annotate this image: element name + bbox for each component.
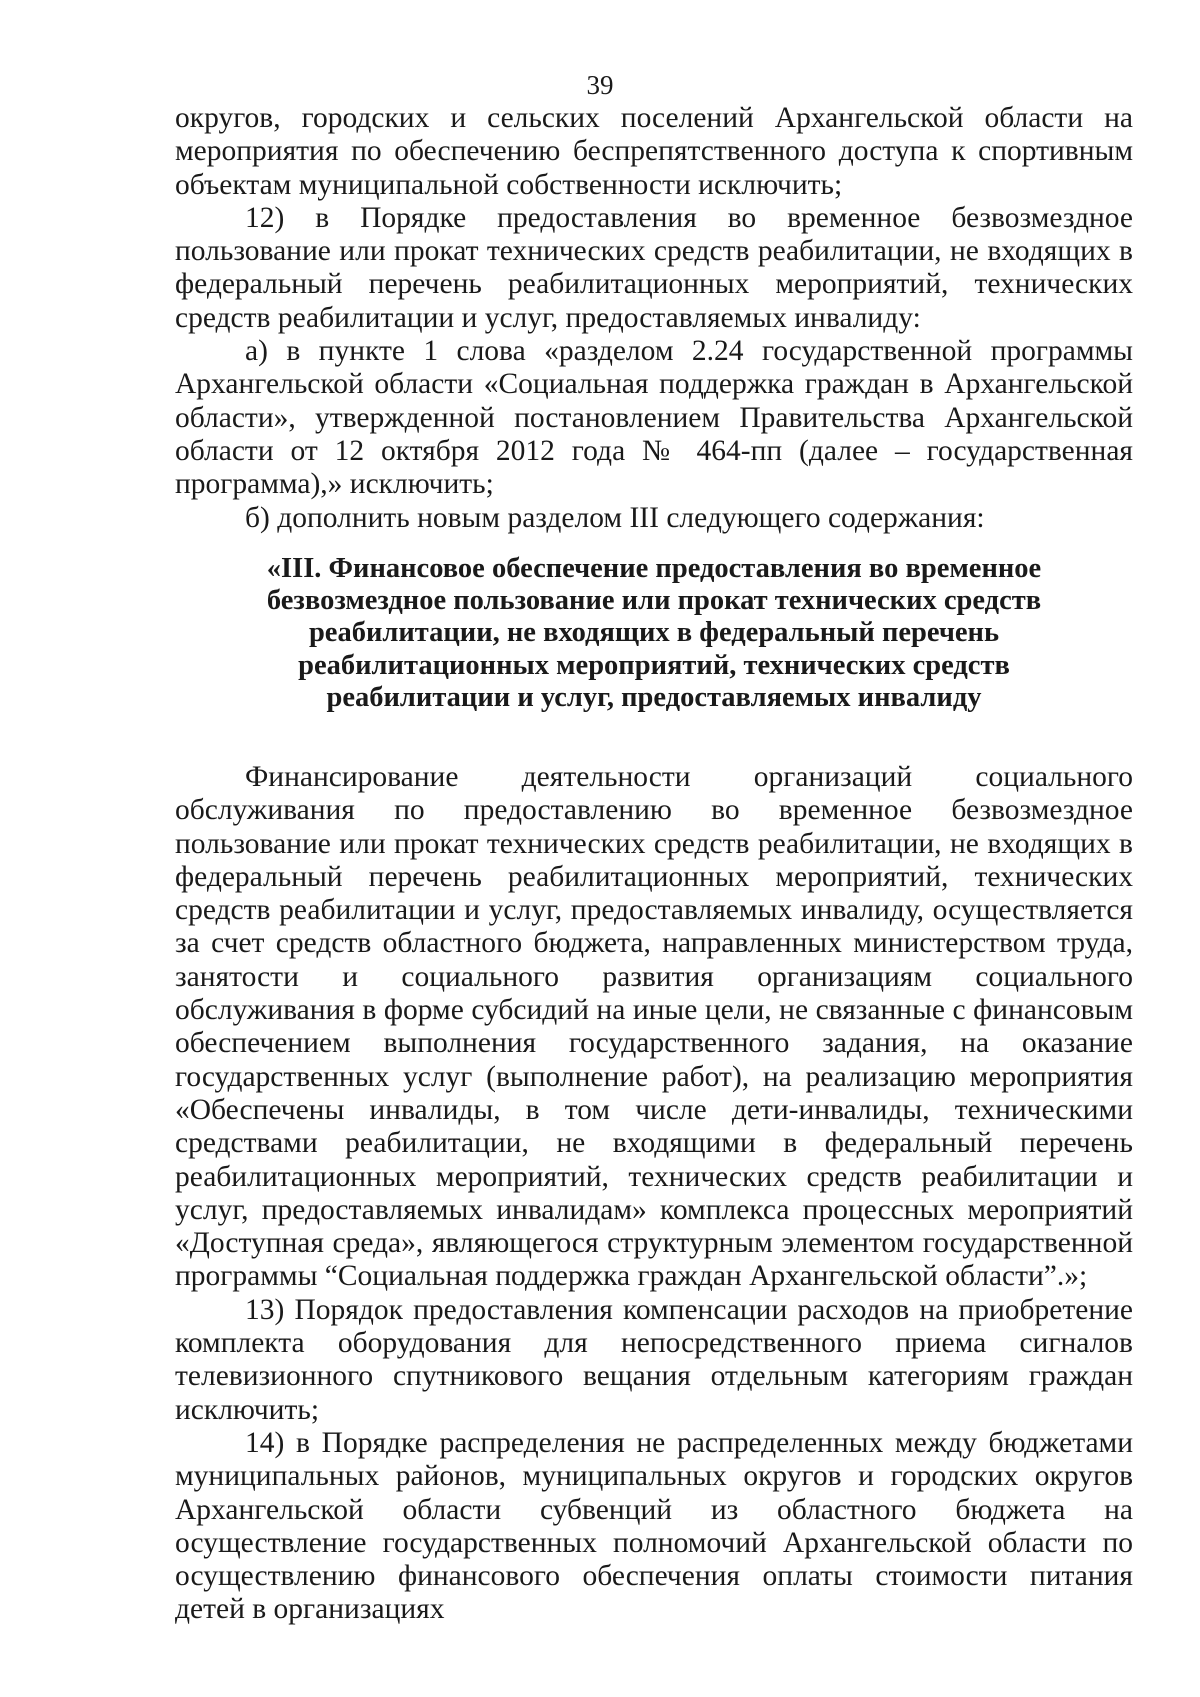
paragraph-subitem-a: а) в пункте 1 слова «разделом 2.24 государственной программы Архангельской области «Социальная поддержка граждан в Архангельской области», утвержденной постановлением Правительства Архангельской области от 12 октября 2012 года № 464-пп (далее – государственная программа),» исключить; bbox=[175, 335, 1133, 501]
section-heading-line: «III. Финансовое обеспечение предоставления во временное bbox=[266, 553, 1042, 584]
paragraph-subitem-b: б) дополнить новым разделом III следующего содержания: bbox=[245, 501, 985, 534]
section-heading-line: реабилитационных мероприятий, технических средств bbox=[298, 649, 1010, 681]
body-text-top bbox=[175, 102, 1133, 535]
section-heading bbox=[175, 553, 1133, 714]
paragraph-item-12: 12) в Порядке предоставления во временное безвозмездное пользование или прокат технических средств реабилитации, не входящих в федеральный перечень реабилитационных мероприятий, технических средств реабилитации и услуг, предоставляемых инвалиду: bbox=[175, 201, 1133, 334]
body-text-bottom bbox=[175, 761, 1133, 1627]
page-number: 39 bbox=[586, 70, 614, 100]
paragraph-item-13: 13) Порядок предоставления компенсации расходов на приобретение комплекта оборудования для непосредственного приема сигналов телевизионного спутникового вещания отдельным категориям граждан исключить; bbox=[175, 1293, 1133, 1426]
section-heading-line: безвозмездное пользование или прокат технических средств bbox=[266, 585, 1042, 617]
paragraph-item-14: 14) в Порядке распределения не распределенных между бюджетами муниципальных районов, муниципальных округов и городских округов Архангельской области субвенций из областного бюджета на осуществление государственных полномочий Архангельской области по осуществлению финансового обеспечения оплаты стоимости питания детей в организациях bbox=[175, 1426, 1133, 1626]
section-heading-line: реабилитации, не входящих в федеральный перечень bbox=[308, 617, 1000, 649]
section-heading-line: реабилитации и услуг, предоставляемых инвалиду bbox=[326, 681, 982, 713]
paragraph-municipal-districts: округов, городских и сельских поселений Архангельской области на мероприятия по обеспечению беспрепятственного доступа к спортивным объектам муниципальной собственности исключить; bbox=[175, 102, 1133, 201]
paragraph-financing: Финансирование деятельности организаций социального обслуживания по предоставлению во временное безвозмездное пользование или прокат технических средств реабилитации, не входящих в федеральный перечень реабилитационных мероприятий, технических средств реабилитации и услуг, предоставляемых инвалиду, осуществляется за счет средств областного бюджета, направленных министерством труда, занятости и социального развития организациям социального обслуживания в форме субсидий на иные цели, не связанные с финансовым обеспечением выполнения государственного задания, на оказание государственных услуг (выполнение работ), на реализацию мероприятия «Обеспечены инвалиды, в том числе дети-инвалиды, техническими средствами реабилитации, не входящими в федеральный перечень реабилитационных мероприятий, технических средств реабилитации и услуг, предоставляемых инвалидам» комплекса процессных мероприятий «Доступная среда», являющегося структурным элементом государственной программы “Социальная поддержка граждан Архангельской области”.»; bbox=[175, 761, 1133, 1293]
